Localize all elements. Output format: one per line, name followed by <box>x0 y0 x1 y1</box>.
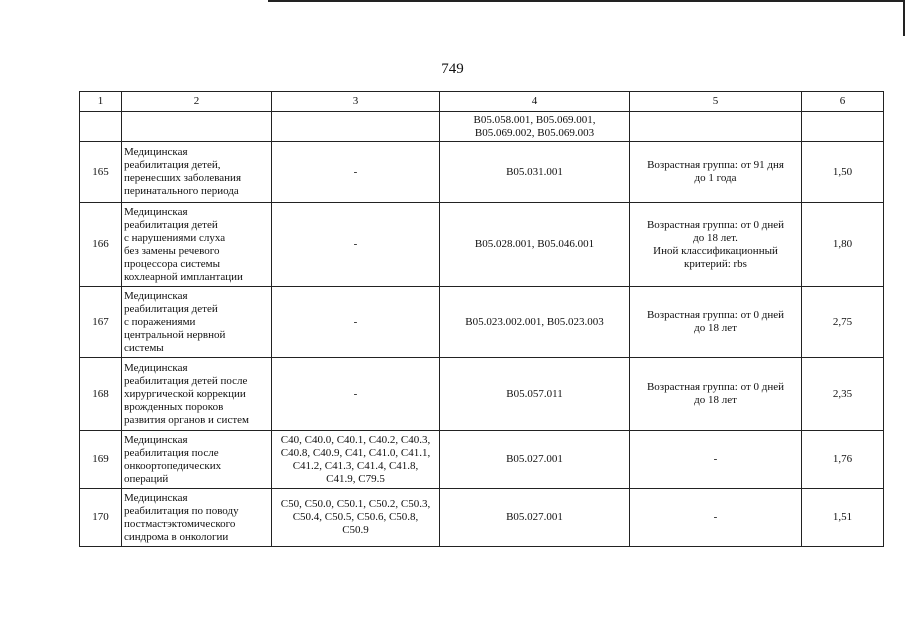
header-col-2: 2 <box>122 92 272 112</box>
cell-name: Медицинская реабилитация после онкоортопедических операций <box>122 431 272 489</box>
cell-icd: - <box>272 358 440 431</box>
cell-name: Медицинская реабилитация детей, перенесших заболевания перинатального периода <box>122 142 272 203</box>
table-row <box>80 431 884 489</box>
cell-criteria: Возрастная группа: от 0 дней до 18 лет <box>630 287 802 358</box>
cell-name: Медицинская реабилитация детей после хирургической коррекции врожденных пороков развития органов и систем <box>122 358 272 431</box>
cell-coef: 2,35 <box>802 358 884 431</box>
cell-codes: B05.023.002.001, B05.023.003 <box>440 287 630 358</box>
cell-criteria: Возрастная группа: от 0 дней до 18 лет. Иной классификационный критерий: rbs <box>630 203 802 287</box>
header-col-4: 4 <box>440 92 630 112</box>
cell-name: Медицинская реабилитация по поводу постмастэктомического синдрома в онкологии <box>122 489 272 547</box>
cell-num: 166 <box>80 203 122 287</box>
cell-num: 169 <box>80 431 122 489</box>
cell-icd: - <box>272 287 440 358</box>
cell-name <box>122 112 272 142</box>
cell-criteria: - <box>630 431 802 489</box>
cell-criteria <box>630 112 802 142</box>
cell-codes: B05.058.001, B05.069.001, B05.069.002, B05.069.003 <box>440 112 630 142</box>
table-row <box>80 489 884 547</box>
cell-criteria: - <box>630 489 802 547</box>
header-col-5: 5 <box>630 92 802 112</box>
header-row <box>80 92 884 112</box>
cell-icd: - <box>272 142 440 203</box>
continuation-row <box>80 112 884 142</box>
cell-icd: C50, C50.0, C50.1, C50.2, C50.3, C50.4, C50.5, C50.6, C50.8, C50.9 <box>272 489 440 547</box>
cell-codes: B05.027.001 <box>440 431 630 489</box>
cell-num: 168 <box>80 358 122 431</box>
header-col-3: 3 <box>272 92 440 112</box>
table-row <box>80 287 884 358</box>
cell-num: 167 <box>80 287 122 358</box>
cell-codes: B05.031.001 <box>440 142 630 203</box>
cell-coef: 1,80 <box>802 203 884 287</box>
header-col-6: 6 <box>802 92 884 112</box>
cell-criteria: Возрастная группа: от 91 дня до 1 года <box>630 142 802 203</box>
cell-num <box>80 112 122 142</box>
table-row <box>80 142 884 203</box>
cell-icd: C40, C40.0, C40.1, C40.2, C40.3, C40.8, C40.9, C41, C41.0, C41.1, C41.2, C41.3, C41.4, C41.8, C41.9, C79.5 <box>272 431 440 489</box>
table-row <box>80 358 884 431</box>
page-number: 749 <box>441 61 464 77</box>
cell-coef <box>802 112 884 142</box>
cell-coef: 1,76 <box>802 431 884 489</box>
cell-codes: B05.028.001, B05.046.001 <box>440 203 630 287</box>
tariff-table <box>79 91 884 547</box>
cell-codes: B05.057.011 <box>440 358 630 431</box>
header-col-1: 1 <box>80 92 122 112</box>
top-border-line <box>268 0 905 2</box>
cell-icd <box>272 112 440 142</box>
table-row <box>80 203 884 287</box>
cell-num: 165 <box>80 142 122 203</box>
cell-name: Медицинская реабилитация детей с нарушениями слуха без замены речевого процессора системы кохлеарной имплантации <box>122 203 272 287</box>
cell-icd: - <box>272 203 440 287</box>
cell-coef: 2,75 <box>802 287 884 358</box>
cell-name: Медицинская реабилитация детей с поражениями центральной нервной системы <box>122 287 272 358</box>
cell-criteria: Возрастная группа: от 0 дней до 18 лет <box>630 358 802 431</box>
cell-coef: 1,51 <box>802 489 884 547</box>
cell-codes: B05.027.001 <box>440 489 630 547</box>
cell-num: 170 <box>80 489 122 547</box>
cell-coef: 1,50 <box>802 142 884 203</box>
